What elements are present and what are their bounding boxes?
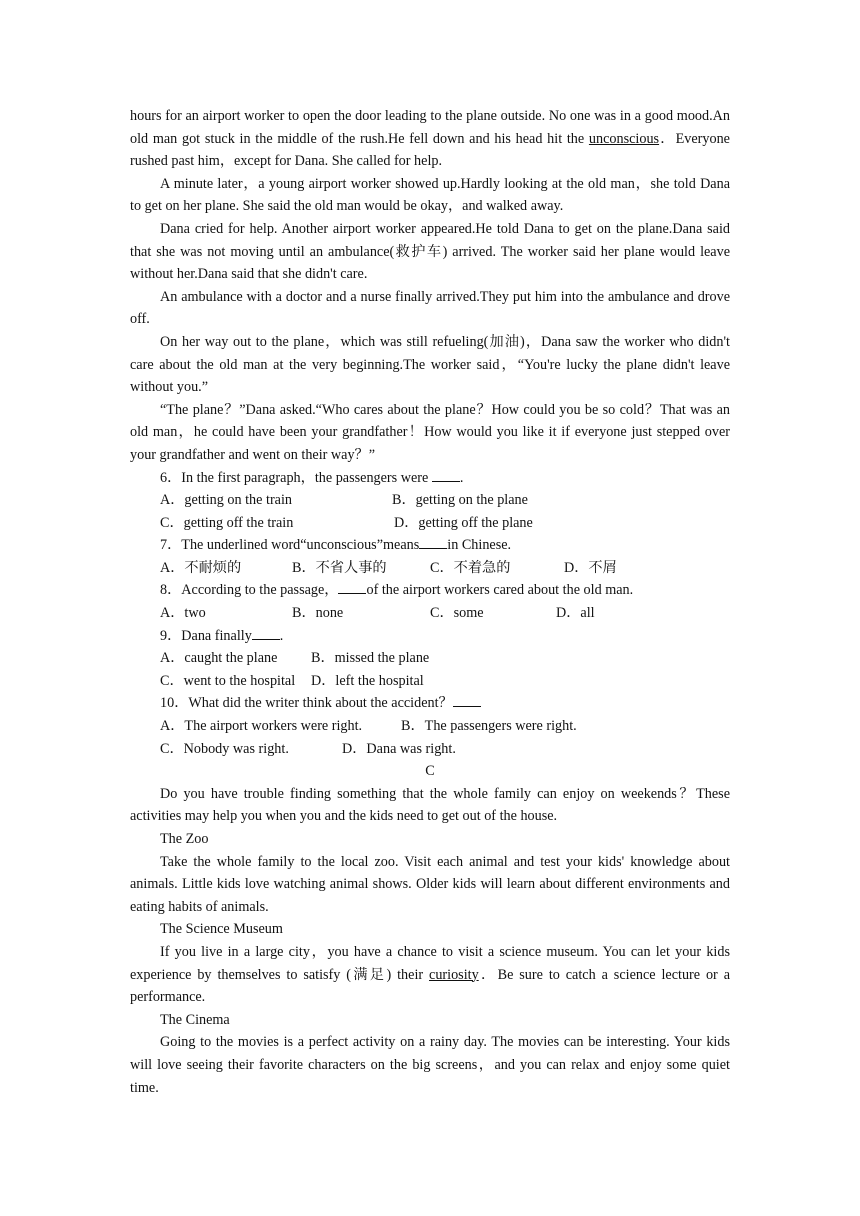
passage-b-paragraph-5: On her way out to the plane，which was still refueling(加油)，Dana saw the worker who didn't care about the old man at the very beginning.The worker said，“You're lucky the plane didn't leave without you.” <box>130 333 730 396</box>
option-c: C．went to the hospital <box>160 672 296 689</box>
option-d: D．getting off the plane <box>394 514 533 531</box>
paragraph-text: If you live in a large city，you have a chance to visit a science museum. You can let your kids experience by themselves to satisfy (满足) their <box>130 943 730 983</box>
option-b: B．missed the plane <box>311 650 430 667</box>
question-9-stem <box>130 625 730 648</box>
answer-blank <box>252 625 280 640</box>
underlined-word: curiosity <box>429 966 479 983</box>
cinema-paragraph: Going to the movies is a perfect activity on a rainy day. The movies can be interesting. Your kids will love seeing their favorite characters on the big screens，and you can relax and enjoy some quiet time. <box>130 1034 730 1096</box>
answer-blank <box>453 692 481 707</box>
question-text: 8．According to the passage， <box>160 582 339 599</box>
option-a: A．不耐烦的 <box>160 559 242 576</box>
answer-blank <box>338 579 366 594</box>
answer-blank <box>432 467 460 482</box>
option-d: D．Dana was right. <box>342 740 456 757</box>
paragraph-text: hours for an airport worker to open the door leading to the plane outside. No one was in a good mood.An old man got stuck in the middle of the rush.He fell down and his head hit the <box>130 108 730 147</box>
option-c: C．Nobody was right. <box>160 740 289 757</box>
option-c: C．不着急的 <box>430 559 511 576</box>
passage-b-paragraph-3: Dana cried for help. Another airport worker appeared.He told Dana to get on the plane.Dana said that she was not moving until an ambulance(救护车) arrived. The worker said her plane would leave without her.Dana said that she didn't care. <box>130 220 730 283</box>
question-8-options <box>130 602 730 625</box>
question-text: in Chinese. <box>447 537 512 554</box>
science-museum-heading: The Science Museum <box>160 921 283 938</box>
passage-b-paragraph-6: “The plane？”Dana asked.“Who cares about the plane？How could you be so cold？That was an old man，he could have been your grandfather！How would you like it if everyone just stepped over your grandfather and went on their way？” <box>130 401 730 463</box>
question-9-options-row-2 <box>130 670 730 693</box>
question-text: of the airport workers cared about the old man. <box>366 582 634 599</box>
cinema-heading: The Cinema <box>160 1011 230 1028</box>
question-10-options-row-1 <box>130 715 730 738</box>
option-a: A．two <box>160 605 206 622</box>
question-7-options <box>130 557 730 580</box>
question-6-stem <box>130 467 730 490</box>
answer-blank <box>419 534 447 549</box>
option-d: D．left the hospital <box>311 672 424 689</box>
option-d: D．不屑 <box>564 559 617 576</box>
passage-b-paragraph-1 <box>130 105 730 173</box>
paragraph-text: ．Be sure to catch a science lecture or a performance. <box>130 966 730 1006</box>
question-text: 9．Dana finally <box>160 627 252 644</box>
passage-b-paragraph-4: An ambulance with a doctor and a nurse finally arrived.They put him into the ambulance and drove off. <box>130 288 730 328</box>
question-9-options-row-1 <box>130 647 730 670</box>
option-b: B．The passengers were right. <box>401 718 577 735</box>
science-museum-paragraph <box>130 941 730 1009</box>
question-10-options-row-2 <box>130 738 730 761</box>
question-6-options-row-1 <box>130 489 730 512</box>
option-c: C．getting off the train <box>160 514 294 531</box>
option-b: B．none <box>292 605 344 622</box>
question-7-stem <box>130 534 730 557</box>
question-text: . <box>279 627 284 644</box>
underlined-word: unconscious <box>588 130 660 147</box>
question-text: 6．In the first paragraph，the passengers were <box>160 469 432 486</box>
question-6-options-row-2 <box>130 512 730 535</box>
option-a: A．The airport workers were right. <box>160 718 363 735</box>
option-d: D．all <box>556 605 595 622</box>
question-8-stem <box>130 579 730 602</box>
section-c-label: C <box>425 763 435 780</box>
question-10-stem <box>130 692 730 715</box>
zoo-heading: The Zoo <box>160 831 209 847</box>
zoo-paragraph: Take the whole family to the local zoo. Visit each animal and test your kids' knowledge about animals. Little kids love watching animal shows. Older kids will learn about different environments and eating habits of animals. <box>130 853 730 915</box>
question-text: 7．The underlined word“unconscious”means <box>160 537 420 554</box>
question-text: 10．What did the writer think about the accident？ <box>160 695 453 712</box>
option-a: A．caught the plane <box>160 650 278 667</box>
passage-b-paragraph-2: A minute later，a young airport worker showed up.Hardly looking at the old man，she told Dana to get on her plane. She said the old man would be okay，and walked away. <box>130 175 730 215</box>
option-c: C．some <box>430 605 484 622</box>
document-body <box>130 105 730 1099</box>
paragraph-text: ．Everyone rushed past him，except for Dana. She called for help. <box>130 130 730 170</box>
section-c-intro: Do you have trouble finding something that the whole family can enjoy on weekends？These activities may help you when you and the kids need to get out of the house. <box>130 785 730 825</box>
option-a: A．getting on the train <box>160 492 292 509</box>
question-text: . <box>459 469 464 486</box>
option-b: B．getting on the plane <box>392 492 528 509</box>
option-b: B．不省人事的 <box>292 559 387 576</box>
